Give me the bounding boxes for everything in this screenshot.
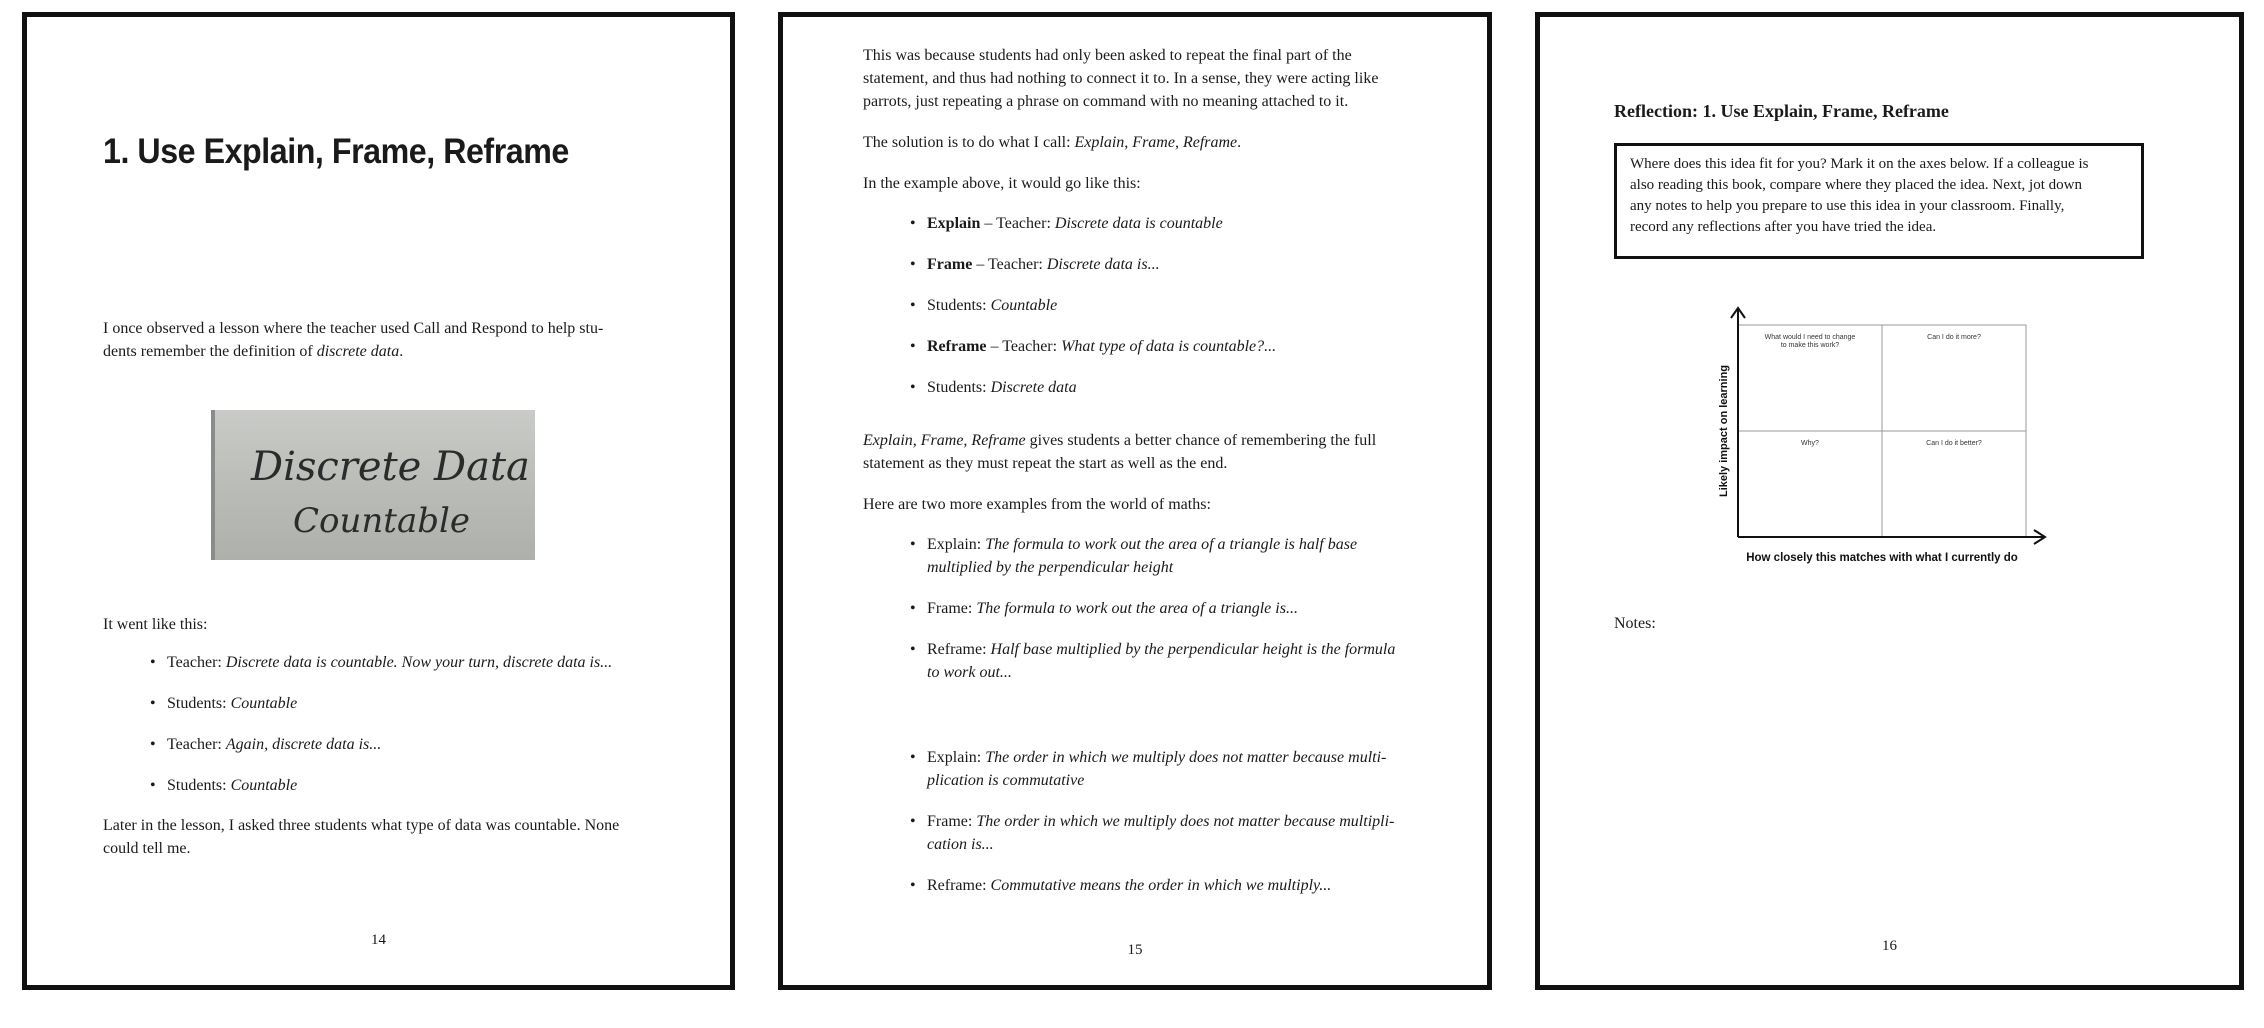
step-utterance: What type of data is countable?... [1061,338,1277,355]
step-speaker: Students: [927,297,991,314]
intro-line-1: I once observed a lesson where the teacher used Call and Respond to help stu- [103,320,604,337]
step-label: Frame [927,256,973,273]
list-item [910,212,1430,235]
list-item [910,874,1440,897]
step-speaker: – Teacher: [980,215,1055,232]
photo-text-line-2: Countable [293,501,470,541]
step-speaker: – Teacher: [972,256,1047,273]
reflection-title: Reflection: 1. Use Explain, Frame, Reframe [1614,101,1949,121]
page-number: 16 [1882,938,1897,954]
example-line-1: Half base multiplied by the perpendicular height is the formula [990,641,1396,658]
page-number: 15 [1127,942,1143,958]
step-label: Reframe [927,338,987,355]
example-line-2: cation is... [927,836,994,853]
step-speaker: Students: [927,379,991,396]
benefit-emphasis: Explain, Frame, Reframe [863,432,1026,449]
opening-paragraph [863,44,1378,113]
list-item [910,533,1440,579]
step-label: Explain [927,215,981,232]
handwritten-card-photo [211,410,535,560]
step-utterance: Discrete data is countable [1054,215,1223,232]
page-number: 14 [371,932,386,948]
benefit-line-2: statement as they must repeat the start as well as the end. [863,455,1228,472]
step-speaker: – Teacher: [986,338,1062,355]
reflection-axes[interactable] [1708,303,2048,568]
list-item [910,335,1430,358]
list-item [910,294,1430,317]
opening-line-3: parrots, just repeating a phrase on command with no meaning attached to it. [863,93,1349,110]
step-utterance: Discrete data [990,379,1077,396]
list-item [910,810,1440,856]
list-item [150,774,690,797]
later-line-2: could tell me. [103,840,191,857]
example-line-1: The formula to work out the area of a triangle is half base [985,536,1358,553]
intro-line-2: dents remember the definition of [103,343,317,360]
quadrant-bottom-right-label: Can I do it better? [1926,440,1982,447]
utterance: Discrete data is countable. Now your turn, discrete data is... [225,654,613,671]
quadrant-top-left-line-2: to make this work? [1780,342,1840,349]
step-utterance: Discrete data is... [1046,256,1160,273]
quadrant-top-right-label: Can I do it more? [1927,334,1981,341]
benefit-line-1: gives students a better chance of remembering the full [1025,432,1377,449]
example-label: Reframe: [927,877,991,894]
book-page-16 [1535,12,2244,990]
x-axis-label: How closely this matches with what I currently do [1746,552,2018,564]
example-label: Frame: [927,813,977,830]
list-item [150,733,690,756]
list-item [910,253,1430,276]
list-item [910,746,1440,792]
benefit-paragraph [863,429,1376,475]
quadrant-grid [1708,303,2048,568]
example-label: Frame: [927,600,977,617]
later-paragraph [103,814,619,860]
instructions-box [1614,143,2144,259]
quadrant-top-left-line-1: What would I need to change [1764,334,1856,341]
solution-text: The solution is to do what I call: [863,134,1075,151]
photo-text-line-1: Discrete Data [251,444,530,490]
example-intro: In the example above, it would go like this: [863,175,1141,192]
example-line-2: to work out... [927,664,1012,681]
example-line-1: The order in which we multiply does not matter because multi- [985,749,1387,766]
solution-paragraph [863,131,1241,154]
intro-emphasis: discrete data [316,343,400,360]
speaker: Students: [167,777,231,794]
solution-period: . [1237,134,1242,151]
utterance: Countable [230,695,298,712]
instructions-line-1: Where does this idea fit for you? Mark it on the axes below. If a colleague is [1630,156,2089,172]
list-item [910,597,1440,620]
example-label: Reframe: [927,641,991,658]
list-item [150,651,690,674]
list-item [150,692,690,715]
y-axis-label: Likely impact on learning [1718,364,1730,498]
maths-example-2 [910,746,1440,915]
steps-list [910,212,1430,417]
maths-intro: Here are two more examples from the world of maths: [863,496,1211,513]
intro-period: . [399,343,404,360]
book-page-15 [778,12,1492,990]
instructions-line-3: any notes to help you prepare to use this idea in your classroom. Finally, [1630,198,2065,214]
utterance: Again, discrete data is... [225,736,382,753]
book-page-14 [22,12,735,990]
list-item [910,638,1440,684]
notes-label: Notes: [1614,615,1656,632]
opening-line-1: This was because students had only been asked to repeat the final part of the [863,47,1352,64]
example-label: Explain: [927,749,986,766]
intro-paragraph [103,317,603,363]
speaker: Students: [167,695,231,712]
instructions-line-2: also reading this book, compare where they placed the idea. Next, jot down [1630,177,2082,193]
example-label: Explain: [927,536,986,553]
dialogue-list [150,651,690,815]
quadrant-bottom-left-label: Why? [1801,440,1819,447]
example-line-1: Commutative means the order in which we multiply... [990,877,1332,894]
speaker: Teacher: [167,654,226,671]
opening-line-2: statement, and thus had nothing to connect it to. In a sense, they were acting like [863,70,1379,87]
chapter-heading: 1. Use Explain, Frame, Reframe [103,132,569,171]
later-line-1: Later in the lesson, I asked three students what type of data was countable. None [103,817,620,834]
utterance: Countable [230,777,298,794]
handwriting-image [215,410,535,560]
step-utterance: Countable [990,297,1058,314]
example-line-2: plication is commutative [927,772,1085,789]
speaker: Teacher: [167,736,226,753]
solution-emphasis: Explain, Frame, Reframe [1074,134,1238,151]
instructions-line-4: record any reflections after you have tried the idea. [1630,219,1937,235]
list-item [910,376,1430,399]
example-line-1: The order in which we multiply does not matter because multipli- [976,813,1395,830]
maths-example-1 [910,533,1440,702]
example-line-1: The formula to work out the area of a triangle is... [976,600,1298,617]
transition-text: It went like this: [103,616,208,633]
example-line-2: multiplied by the perpendicular height [927,559,1174,576]
